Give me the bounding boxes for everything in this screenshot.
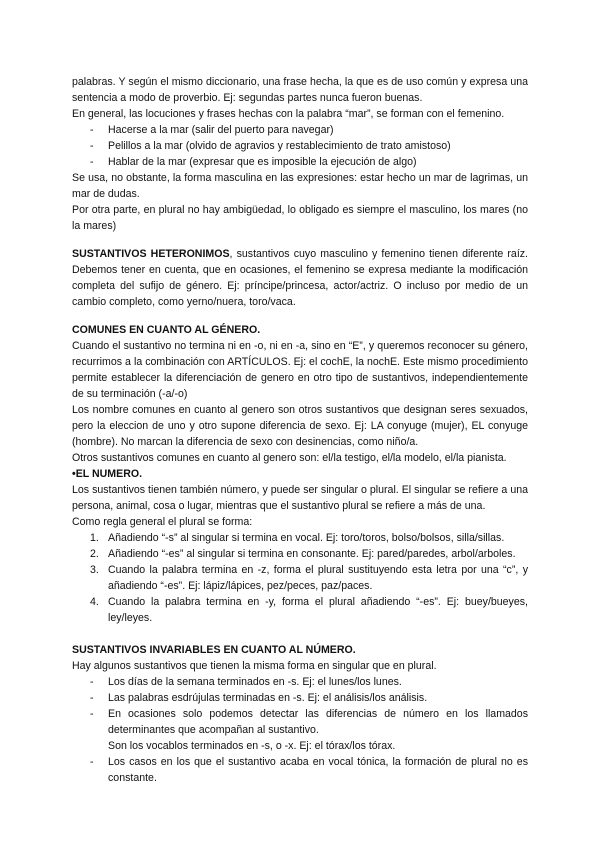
list-item-text: Hablar de la mar (expresar que es imposible la ejecución de algo): [108, 156, 417, 168]
list-item: [72, 690, 528, 706]
paragraph: Hay algunos sustantivos que tienen la misma forma en singular que en plural.: [72, 660, 437, 672]
section-heading: SUSTANTIVOS HETERONIMOS: [72, 248, 230, 260]
section-heteronimos: [72, 246, 528, 310]
list-item: [72, 706, 528, 738]
list-item: [72, 546, 528, 562]
dash-bullet: -: [90, 692, 94, 704]
plural-rules-list: [72, 530, 528, 626]
list-item: [72, 594, 528, 626]
list-item: [72, 138, 528, 154]
list-item: [72, 122, 528, 138]
paragraph: Los sustantivos tienen también número, y puede ser singular o plural. El singular se refiere a una persona, animal, cosa o lugar, mientras que el sustantivo plural se refiere a más de una.: [72, 484, 528, 512]
section-mar: [72, 74, 528, 234]
dash-bullet: -: [90, 156, 94, 168]
list-item-text: Cuando la palabra termina en -y, forma el plural añadiendo “-es”. Ej: buey/bueyes, ley/leyes.: [108, 596, 528, 624]
paragraph: Otros sustantivos comunes en cuanto al genero son: el/la testigo, el/la modelo, el/la pianista.: [72, 452, 507, 464]
section-heading: COMUNES EN CUANTO AL GÉNERO.: [72, 324, 261, 336]
list-item-text: Cuando la palabra termina en -z, forma el plural sustituyendo esta letra por una “c”, y añadiendo “-es”. Ej: lápiz/lápices, pez/peces, paz/paces.: [108, 564, 528, 592]
list-number: 4.: [90, 596, 99, 608]
paragraph: Son los vocablos terminados en -s, o -x. Ej: el tórax/los tórax.: [108, 740, 396, 752]
dash-bullet: -: [90, 140, 94, 152]
dash-bullet: -: [90, 708, 94, 720]
list-item-text: Añadiendo “-es” al singular si termina en consonante. Ej: pared/paredes, arbol/arboles.: [108, 548, 516, 560]
paragraph: palabras. Y según el mismo diccionario, una frase hecha, la que es de uso común y expresa una sentencia a modo de proverbio. Ej: segundas partes nunca fueron buenas.: [72, 76, 528, 104]
list-item-text: Los casos en los que el sustantivo acaba en vocal tónica, la formación de plural no es constante.: [108, 756, 528, 784]
list-item-text: Las palabras esdrújulas terminadas en -s. Ej: el análisis/los análisis.: [108, 692, 428, 704]
section-heading: •EL NUMERO.: [72, 468, 143, 480]
dash-bullet: -: [90, 756, 94, 768]
list-item: [72, 754, 528, 786]
section-comunes: [72, 322, 528, 466]
invariables-list-continued: [72, 754, 528, 786]
paragraph-text: , sustantivos cuyo masculino y femenino tienen diferente raíz. Debemos tener en cuenta, que en ocasiones, el femenino se expresa mediante la modificación completa del sufijo de género. Ej: príncipe/princesa, actor/actriz. O incluso por medio de un cambio completo, como yerno/nuera, toro/vaca.: [72, 248, 529, 308]
list-number: 3.: [90, 564, 99, 576]
dash-bullet: -: [90, 124, 94, 136]
section-heading: SUSTANTIVOS INVARIABLES EN CUANTO AL NÚMERO.: [72, 644, 356, 656]
section-invariables: [72, 642, 528, 786]
section-numero: [72, 466, 528, 626]
paragraph: Los nombre comunes en cuanto al genero son otros sustantivos que designan seres sexuados, pero la eleccion de uno y otro supone diferencia de sexo. Ej: LA conyuge (mujer), EL conyuge (hombre). No marcan la diferencia de sexo con desinencias, como niño/a.: [72, 404, 528, 448]
list-item: [72, 530, 528, 546]
paragraph: Por otra parte, en plural no hay ambigüedad, lo obligado es siempre el masculino, los mares (no la mares): [72, 204, 528, 232]
mar-expressions-list: [72, 122, 528, 170]
list-item: [72, 154, 528, 170]
list-item-text: En ocasiones solo podemos detectar las diferencias de número en los llamados determinantes que acompañan al sustantivo.: [108, 708, 528, 736]
paragraph: En general, las locuciones y frases hechas con la palabra “mar”, se forman con el femenino.: [72, 108, 505, 120]
list-item: [72, 562, 528, 594]
list-number: 2.: [90, 548, 99, 560]
invariables-list: [72, 674, 528, 738]
list-item-text: Los días de la semana terminados en -s. Ej: el lunes/los lunes.: [108, 676, 402, 688]
paragraph: Cuando el sustantivo no termina ni en -o, ni en -a, sino en “E”, y queremos reconocer su género, recurrimos a la combinación con ARTÍCULOS. Ej: el cochE, la nochE. Este mismo procedimiento permite establecer la diferenciación de genero en otro tipo de sustantivos, independientemente de su terminación (-a/-o): [72, 340, 528, 400]
paragraph: Se usa, no obstante, la forma masculina en las expresiones: estar hecho un mar de lagrimas, un mar de dudas.: [72, 172, 528, 200]
paragraph: Como regla general el plural se forma:: [72, 516, 253, 528]
paragraph: [72, 246, 528, 310]
list-number: 1.: [90, 532, 99, 544]
list-item-text: Pelillos a la mar (olvido de agravios y restablecimiento de trato amistoso): [108, 140, 451, 152]
dash-bullet: -: [90, 676, 94, 688]
list-item-text: Añadiendo “-s” al singular si termina en vocal. Ej: toro/toros, bolso/bolsos, silla/sillas.: [108, 532, 505, 544]
list-item: [72, 674, 528, 690]
list-item-text: Hacerse a la mar (salir del puerto para navegar): [108, 124, 334, 136]
